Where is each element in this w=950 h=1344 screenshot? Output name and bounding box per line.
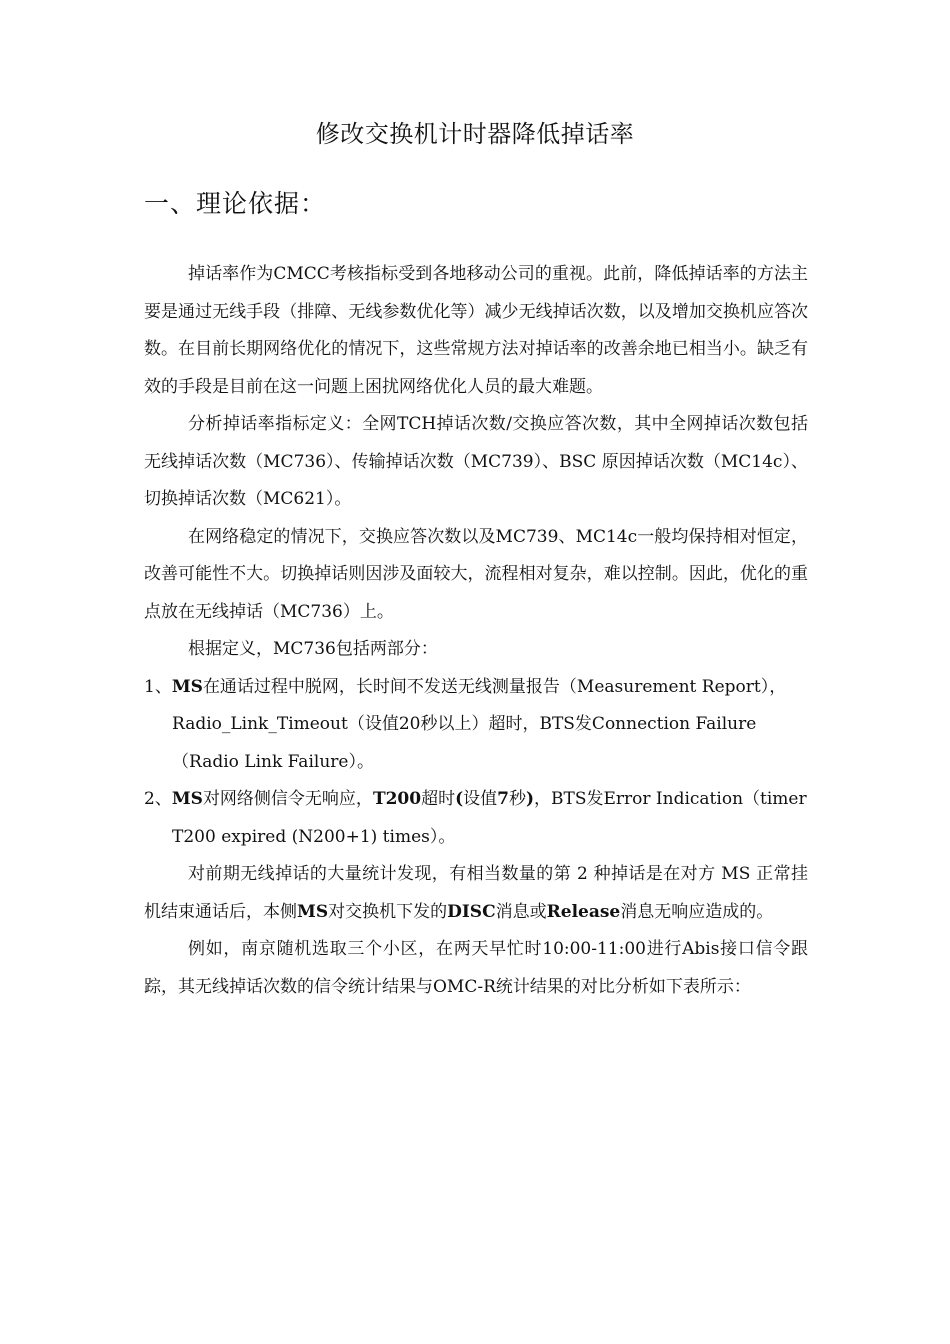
- list-item-text: ，BTS发Error Indication（timer T200 expired (N200+1) times）。: [172, 789, 807, 847]
- paragraph-1: 掉话率作为CMCC考核指标受到各地移动公司的重视。此前，降低掉话率的方法主要是通过无线手段（排障、无线参数优化等）减少无线掉话次数，以及增加交换机应答次数。在目前长期网络优化的情况下，这些常规方法对掉话率的改善余地已相当小。缺乏有效的手段是目前在这一问题上困扰网络优化人员的最大难题。: [144, 264, 808, 397]
- paragraph-6: 例如，南京随机选取三个小区，在两天早忙时10:00-11:00进行Abis接口信令跟踪，其无线掉话次数的信令统计结果与OMC-R统计结果的对比分析如下表所示：: [144, 939, 808, 997]
- list-number: 2、: [144, 789, 172, 809]
- list-number: 1、: [144, 676, 172, 697]
- bold-term: DISC: [447, 901, 496, 922]
- bold-term: Release: [546, 901, 621, 922]
- bold-term: ): [525, 789, 535, 809]
- bold-term: 7: [497, 789, 509, 809]
- list-item-2: [144, 781, 808, 856]
- paragraph-4: 根据定义，MC736包括两部分：: [188, 639, 438, 659]
- bold-term: T200: [372, 789, 422, 809]
- list-item-text: 设值: [463, 789, 498, 809]
- bold-term: MS: [171, 676, 203, 697]
- list-item-text: 对网络侧信令无响应，: [202, 789, 373, 809]
- list-item-text: 在通话过程中脱网，长时间不发送无线测量报告（Measurement Report），Radio_Link_Timeout（设值20秒以上）超时，BTS发Connection Failure（Radio Link Failure）。: [172, 676, 787, 772]
- paragraph-3: 在网络稳定的情况下，交换应答次数以及MC739、MC14c一般均保持相对恒定，改善可能性不大。切换掉话则因涉及面较大，流程相对复杂，难以控制。因此，优化的重点放在无线掉话（MC736）上。: [144, 526, 808, 622]
- paragraph-2: 分析掉话率指标定义：全网TCH掉话次数/交换应答次数，其中全网掉话次数包括无线掉话次数（MC736）、传输掉话次数（MC739）、BSC 原因掉话次数（MC14c）、切换掉话次数（MC621）。: [144, 414, 808, 509]
- bold-term: MS: [297, 901, 329, 922]
- list-item-text: 秒: [508, 789, 526, 809]
- document-title: 修改交换机计时器降低掉话率: [315, 120, 635, 148]
- paragraph-text: 对交换机下发的: [328, 901, 448, 922]
- list-item-1: [144, 669, 808, 782]
- paragraph-text: 消息无响应造成的。: [620, 901, 774, 922]
- bold-term: MS: [171, 789, 203, 809]
- bold-term: (: [455, 789, 464, 809]
- list-item-text: 超时: [421, 789, 456, 809]
- section-heading: 一、理论依据：: [144, 189, 327, 218]
- body-text: [144, 256, 808, 1006]
- paragraph-text: 消息或: [495, 901, 547, 922]
- paragraph-text: 对前期无线掉话的大量统计发现，有相当数量的第 2 种掉话是在对方 MS 正常挂机结束通话后，本侧: [144, 864, 808, 922]
- paragraph-5: [144, 856, 808, 931]
